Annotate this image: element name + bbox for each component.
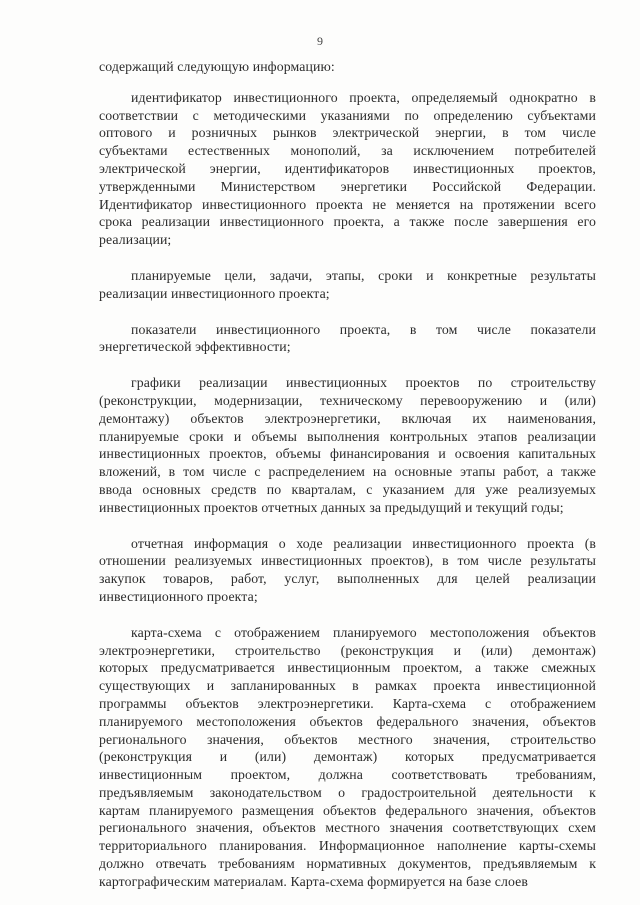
text-line: содержащий следующую информацию: xyxy=(99,59,335,74)
text-line: инвестиционных проектов отчетных данных за предыдущий и текущий годы; xyxy=(99,499,564,515)
text-line: инвестиционных проектов, объемы финансирования и освоения капитальных xyxy=(99,446,596,462)
text-line: картографическим материалам. Карта-схема формируется на базе слоев xyxy=(99,873,528,889)
text-line: ввода основных средств по кварталам, с указанием для уже реализуемых xyxy=(99,481,596,497)
text-line: программы объектов электроэнергетики. Карта-схема с отображением xyxy=(99,695,596,711)
paragraph xyxy=(99,535,596,606)
text-line: (реконструкция и (или) демонтаж) которых предусматривается xyxy=(99,749,596,765)
text-line: регионального значения, объектов местного значения, строительство xyxy=(99,731,596,747)
text-line: идентификатор инвестиционного проекта, определяемый однократно в xyxy=(131,89,596,105)
text-line: срока реализации инвестиционного проекта, а также после завершения его xyxy=(99,214,596,230)
text-line: регионального значения, объектов местного значения соответствующих схем xyxy=(99,820,596,836)
text-line: существующих и запланированных в рамках проекта инвестиционной xyxy=(99,678,596,694)
text-line: субъектами естественных монополий, за исключением потребителей xyxy=(99,143,596,159)
text-line: предъявляемым законодательством о градостроительной деятельности к xyxy=(99,784,596,800)
text-line: отношении реализуемых инвестиционных проектов), в том числе результаты xyxy=(99,553,596,569)
text-line: планируемого местоположения объектов федерального значения, объектов xyxy=(99,713,596,729)
text-line: планируемые сроки и объемы выполнения контрольных этапов реализации xyxy=(99,428,596,444)
text-line: (реконструкции, модернизации, техническому перевооружению и (или) xyxy=(99,392,596,408)
text-line: показатели инвестиционного проекта, в том числе показатели xyxy=(131,321,596,337)
text-line: соответствии с методическими указаниями по определению субъектами xyxy=(99,107,596,123)
text-line: реализации инвестиционного проекта; xyxy=(99,285,330,301)
paragraph xyxy=(99,58,596,76)
text-line: которых предусматривается инвестиционным проектом, а также смежных xyxy=(99,660,596,676)
text-line: должно отвечать требованиям нормативных документов, предъявляемым к xyxy=(99,856,596,872)
text-line: утвержденными Министерством энергетики Российской Федерации. xyxy=(99,178,596,194)
text-line: карта-схема с отображением планируемого местоположения объектов xyxy=(131,624,596,640)
paragraph xyxy=(99,374,596,516)
text-line: электрической энергии, идентификаторов инвестиционных проектов, xyxy=(99,160,596,176)
text-line: реализации; xyxy=(99,232,172,248)
text-line: инвестиционным проектом, должна соответствовать требованиям, xyxy=(99,767,596,783)
text-line: графики реализации инвестиционных проектов по строительству xyxy=(131,375,596,391)
text-line: электроэнергетики, строительство (реконструкция и (или) демонтаж) xyxy=(99,642,596,658)
text-line: территориального планирования. Информационное наполнение карты-схемы xyxy=(99,838,596,854)
paragraph xyxy=(99,321,596,357)
paragraph xyxy=(99,89,596,249)
text-line: закупок товаров, работ, услуг, выполненных для целей реализации xyxy=(99,571,596,587)
paragraph xyxy=(99,267,596,303)
text-line: демонтажу) объектов электроэнергетики, включая их наименования, xyxy=(99,410,596,426)
paragraph xyxy=(99,624,596,891)
text-line: отчетная информация о ходе реализации инвестиционного проекта (в xyxy=(131,535,596,551)
text-line: оптового и розничных рынков электрической энергии, в том числе xyxy=(99,125,596,141)
text-line: Идентификатор инвестиционного проекта не меняется на протяжении всего xyxy=(99,196,596,212)
text-line: картам планируемого размещения объектов федерального значения, объектов xyxy=(99,802,596,818)
text-line: планируемые цели, задачи, этапы, сроки и конкретные результаты xyxy=(131,267,596,283)
text-line: вложений, в том числе с распределением на основные этапы работ, а также xyxy=(99,464,596,480)
text-line: инвестиционного проекта; xyxy=(99,588,258,604)
page-number: 9 xyxy=(317,34,323,48)
text-line: энергетической эффективности; xyxy=(99,339,291,355)
document-body xyxy=(99,58,596,909)
